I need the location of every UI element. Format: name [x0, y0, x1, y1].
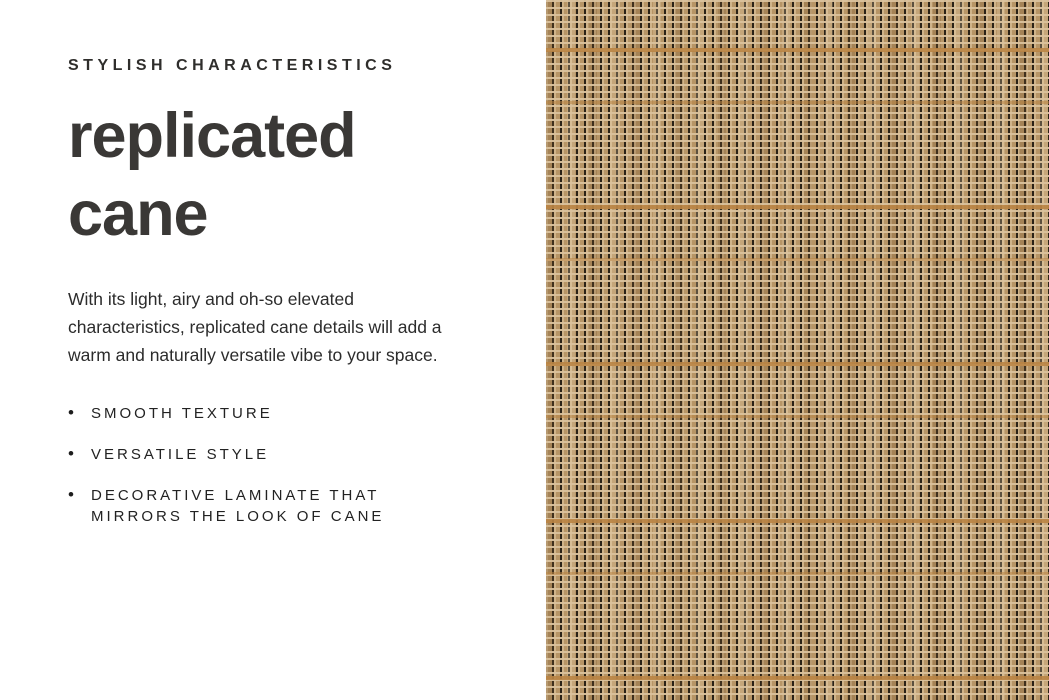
- intro-paragraph: With its light, airy and oh-so elevated characteristics, replicated cane details will add a warm and naturally versatile vibe to your space.: [68, 289, 442, 365]
- page-title: [68, 97, 506, 253]
- feature-item-versatile-style: • VERSATILE STYLE: [68, 444, 421, 465]
- eyebrow-label: STYLISH CHARACTERISTICS: [68, 57, 397, 74]
- cane-texture-image: [546, 0, 1049, 700]
- page-title-line2: cane: [68, 179, 208, 249]
- feature-item-decorative-laminate: • DECORATIVE LAMINATE THAT MIRRORS THE LOOK OF CANE: [68, 485, 421, 527]
- page-title-line1: replicated: [68, 101, 356, 171]
- feature-item-smooth-texture: • SMOOTH TEXTURE: [68, 403, 421, 424]
- feature-list: [68, 403, 506, 527]
